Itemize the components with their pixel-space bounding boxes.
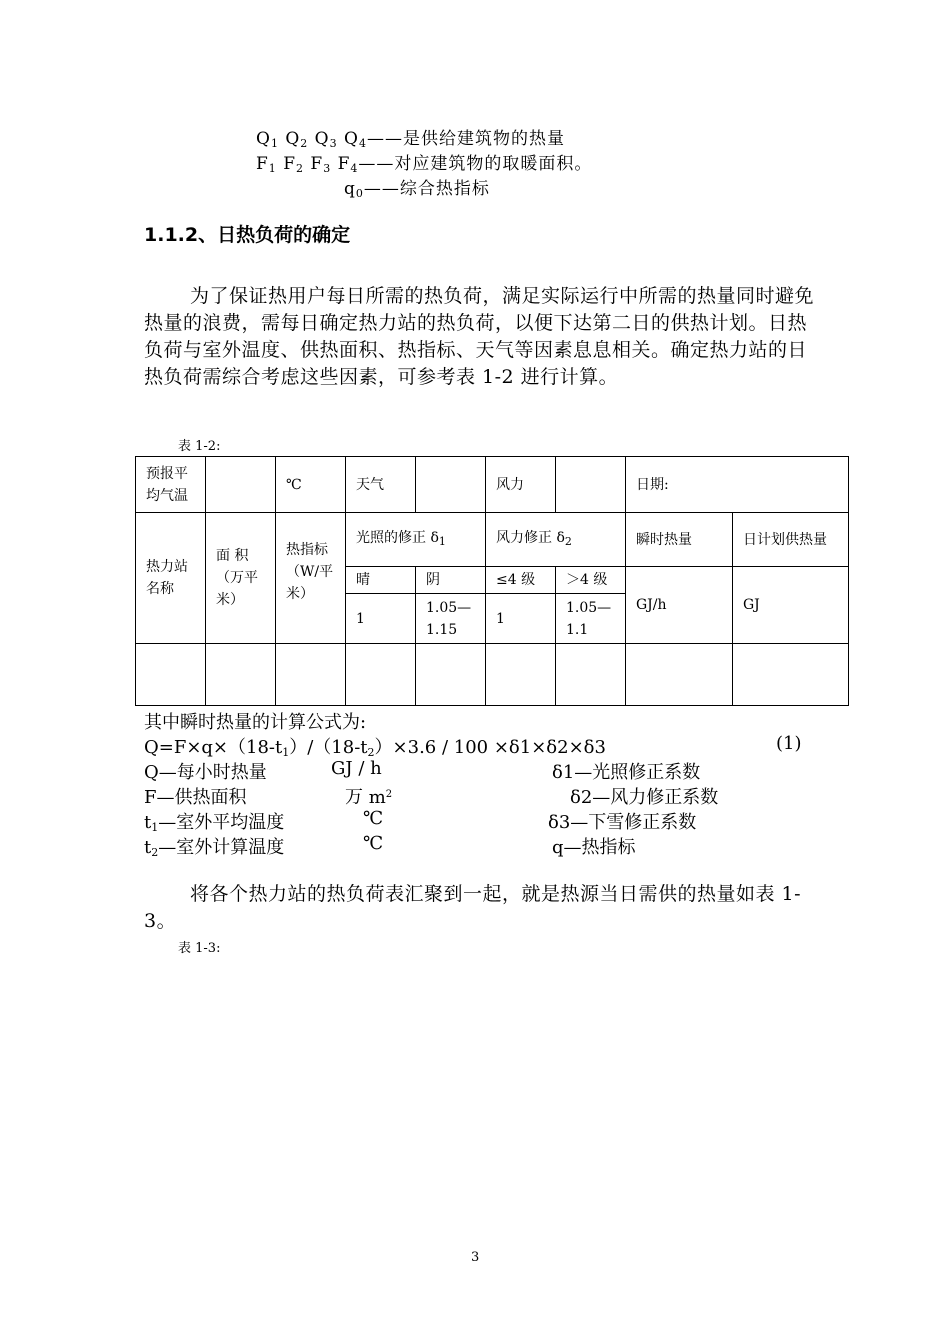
symbol-t2-unit: ℃ — [363, 833, 384, 854]
symbol-delta3: δ3—下雪修正系数 — [548, 812, 697, 833]
table-cell — [486, 644, 556, 706]
symbol-f-unit: 万 $m^2$ — [345, 787, 393, 808]
symbol-q: Q—每小时热量 — [144, 762, 267, 783]
table-cell: 日期: — [626, 457, 849, 513]
table-cell — [416, 644, 486, 706]
definition-q: $Q_1$ $Q_2$ $Q_3$ $Q_4——$是供给建筑物的热量 — [256, 129, 565, 150]
table-cell: 风力 — [486, 457, 556, 513]
symbol-delta1: δ1—光照修正系数 — [552, 762, 701, 783]
table-cell: 1 — [346, 594, 416, 644]
paragraph-summary: 将各个热力站的热负荷表汇聚到一起，就是热源当日需供的热量如表 1-3。 — [144, 883, 802, 932]
page-number: 3 — [471, 1250, 480, 1265]
table-cell: ℃ — [276, 457, 346, 513]
section-heading: 1.1.2、日热负荷的确定 — [144, 224, 351, 246]
table-cell — [626, 644, 733, 706]
formula-equation: $Q=F\times q\times(18-t_1)/(18-t_2)\times 3.6 / 100 \times\delta 1\times\delta 2\times\delta 3$ — [144, 737, 606, 759]
table-cell: 晴 — [346, 567, 416, 594]
table-caption-1-2: 表 1-2: — [178, 439, 221, 454]
table-cell: 1.05—1.15 — [416, 594, 486, 644]
table-cell: 瞬时热量 — [626, 513, 733, 567]
table-cell — [346, 644, 416, 706]
table-cell: 日计划供热量 — [733, 513, 849, 567]
table-cell: 1.05—1.1 — [556, 594, 626, 644]
symbol-delta2: δ2—风力修正系数 — [570, 787, 719, 808]
symbol-t2: $t_2—$室外计算温度 — [144, 837, 285, 859]
table-cell: 天气 — [346, 457, 416, 513]
symbol-q-index: q—热指标 — [552, 837, 636, 858]
table-cell: 光照的修正 $\delta_1$ — [346, 513, 486, 567]
table-cell — [276, 644, 346, 706]
definition-q0: $q_0——$综合热指标 — [344, 179, 490, 200]
table-cell: 风力修正 $\delta_2$ — [486, 513, 626, 567]
table-cell: 阴 — [416, 567, 486, 594]
table-cell — [733, 644, 849, 706]
table-row — [136, 457, 849, 513]
table-cell — [136, 644, 206, 706]
definition-f: $F_1$ $F_2$ $F_3$ $F_4——$对应建筑物的取暖面积。 — [256, 154, 593, 175]
table-cell: 预报平均气温 — [136, 457, 206, 513]
formula-number: (1) — [776, 733, 802, 754]
table-cell: 1 — [486, 594, 556, 644]
table-cell: 面 积（万平米） — [206, 513, 276, 644]
table-cell: ≤4 级 — [486, 567, 556, 594]
table-cell — [556, 644, 626, 706]
table-row — [136, 513, 849, 567]
table-cell — [556, 457, 626, 513]
table-cell: GJ — [733, 567, 849, 644]
symbol-q-unit: GJ / h — [331, 758, 382, 779]
formula-intro: 其中瞬时热量的计算公式为: — [144, 712, 367, 733]
heat-load-table — [135, 456, 849, 706]
table-cell: 热力站名称 — [136, 513, 206, 644]
paragraph-intro: 为了保证热用户每日所需的热负荷，满足实际运行中所需的热量同时避免热量的浪费，需每日确定热力站的热负荷，以便下达第二日的供热计划。日热负荷与室外温度、供热面积、热指标、天气等因素息息相关。确定热力站的日热负荷需综合考虑这些因素，可参考表 1-2 进行计算。 — [144, 285, 815, 388]
symbol-t1-unit: ℃ — [363, 808, 384, 829]
symbol-t1: $t_1—$室外平均温度 — [144, 812, 285, 834]
table-cell: ＞4 级 — [556, 567, 626, 594]
table-caption-1-3: 表 1-3: — [178, 941, 221, 956]
table-cell — [206, 457, 276, 513]
table-cell: GJ/h — [626, 567, 733, 644]
table-cell — [416, 457, 486, 513]
table-cell: 热指标（W/平米） — [276, 513, 346, 644]
table-cell — [206, 644, 276, 706]
symbol-f: F—供热面积 — [144, 787, 247, 808]
table-row-empty — [136, 644, 849, 706]
